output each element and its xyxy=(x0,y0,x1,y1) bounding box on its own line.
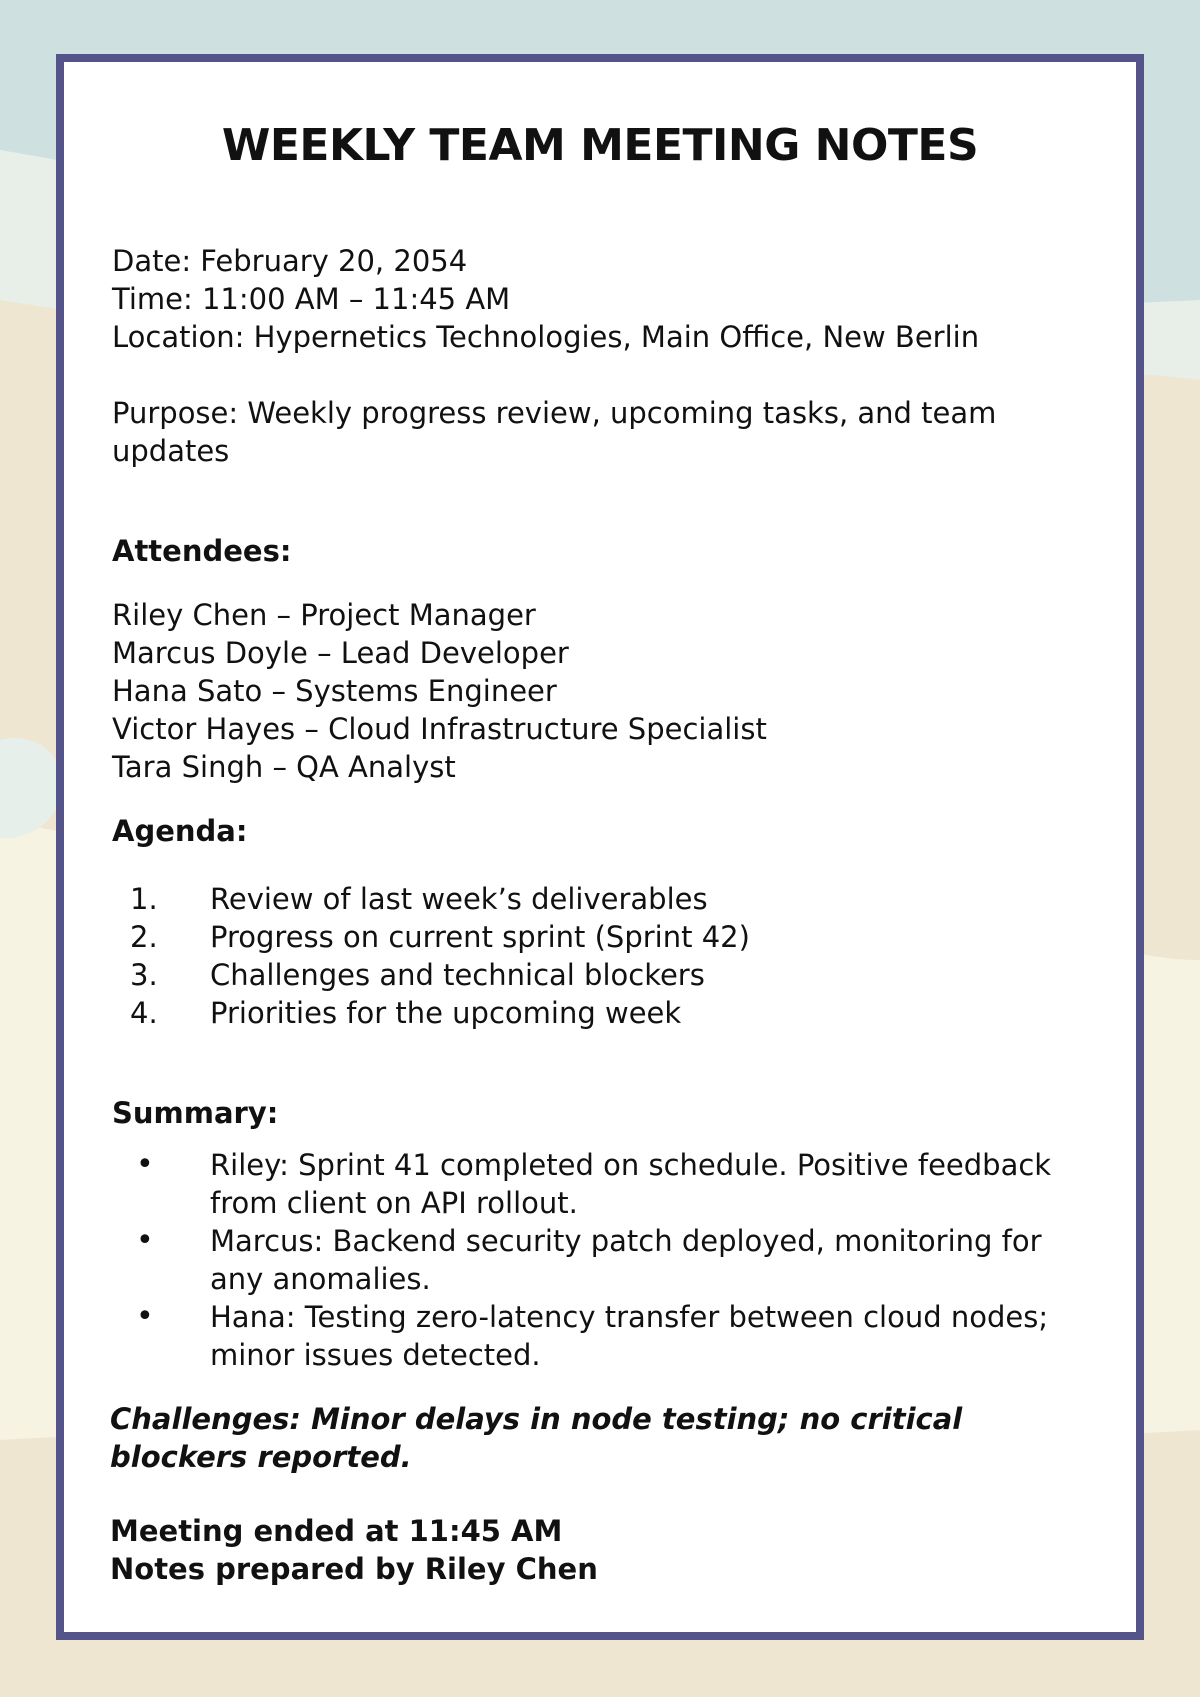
agenda-item xyxy=(112,880,1076,918)
attendee-item: Tara Singh – QA Analyst xyxy=(112,750,456,784)
attendee-item: Hana Sato – Systems Engineer xyxy=(112,674,557,708)
prepared-by: Notes prepared by Riley Chen xyxy=(110,1552,598,1586)
bullet-icon: • xyxy=(136,1147,154,1182)
agenda-text: Progress on current sprint (Sprint 42) xyxy=(210,920,750,954)
summary-list xyxy=(112,1146,1092,1374)
attendee-item: Riley Chen – Project Manager xyxy=(112,598,536,632)
footer-block xyxy=(110,1512,1076,1588)
agenda-item xyxy=(112,994,1076,1032)
attendee-item: Victor Hayes – Cloud Infrastructure Specialist xyxy=(112,712,767,746)
notes-card xyxy=(56,54,1144,1640)
attendees-heading: Attendees: xyxy=(112,534,292,568)
agenda-number: 3. xyxy=(130,958,158,992)
summary-item xyxy=(112,1222,1092,1298)
meta-block xyxy=(112,242,1076,356)
agenda-number: 2. xyxy=(130,920,158,954)
summary-text: Hana: Testing zero-latency transfer between cloud nodes; minor issues detected. xyxy=(210,1300,1049,1372)
bullet-icon: • xyxy=(136,1223,154,1258)
summary-text: Marcus: Backend security patch deployed, monitoring for any anomalies. xyxy=(210,1224,1042,1296)
agenda-number: 4. xyxy=(130,996,158,1030)
summary-item xyxy=(112,1146,1092,1222)
agenda-text: Priorities for the upcoming week xyxy=(210,996,682,1030)
bullet-icon: • xyxy=(136,1299,154,1334)
page-title: WEEKLY TEAM MEETING NOTES xyxy=(221,120,979,171)
summary-heading: Summary: xyxy=(112,1096,279,1130)
summary-text: Riley: Sprint 41 completed on schedule. Positive feedback from client on API rollout. xyxy=(210,1148,1052,1220)
challenges-note: Challenges: Minor delays in node testing; no critical blockers reported. xyxy=(110,1402,963,1474)
meeting-time: Time: 11:00 AM – 11:45 AM xyxy=(112,282,511,316)
meeting-purpose: Purpose: Weekly progress review, upcoming tasks, and team updates xyxy=(112,396,997,468)
meeting-ended: Meeting ended at 11:45 AM xyxy=(110,1514,563,1548)
agenda-heading: Agenda: xyxy=(112,814,248,848)
agenda-number: 1. xyxy=(130,882,158,916)
agenda-item xyxy=(112,918,1076,956)
notes-content xyxy=(112,242,1076,1588)
agenda-list xyxy=(112,880,1076,1032)
meeting-date: Date: February 20, 2054 xyxy=(112,244,468,278)
agenda-item xyxy=(112,956,1076,994)
agenda-text: Challenges and technical blockers xyxy=(210,958,705,992)
summary-item xyxy=(112,1298,1092,1374)
attendee-item: Marcus Doyle – Lead Developer xyxy=(112,636,569,670)
meeting-location: Location: Hypernetics Technologies, Main Office, New Berlin xyxy=(112,320,980,354)
attendees-list xyxy=(112,596,1076,786)
agenda-text: Review of last week’s deliverables xyxy=(210,882,708,916)
